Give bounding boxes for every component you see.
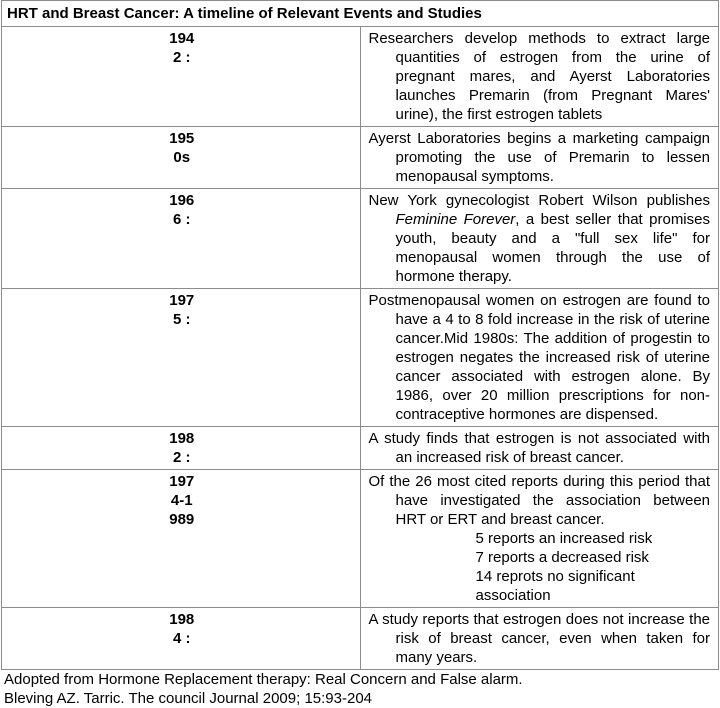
book-title: Feminine Forever [395, 211, 516, 228]
title-row [2, 1, 719, 27]
timeline-row [2, 289, 719, 427]
event-description: Ayerst Laboratories begins a marketing campaign promoting the use of Premarin to lessen menopausal symptoms. [360, 127, 719, 189]
study-count-item: 7 reports a decreased risk [475, 549, 649, 566]
event-year: 1975 : [2, 289, 361, 427]
citation-line: Adopted from Hormone Replacement therapy: Real Concern and False alarm. [4, 671, 523, 688]
event-year: 1984 : [2, 608, 361, 670]
document-title: HRT and Breast Cancer: A timeline of Relevant Events and Studies [2, 1, 719, 27]
event-year: 1950s [2, 127, 361, 189]
timeline-row [2, 127, 719, 189]
event-year: 1966 : [2, 189, 361, 289]
event-description: Researchers develop methods to extract large quantities of estrogen from the urine of pregnant mares, and Ayerst Laboratories launches Premarin (from Pregnant Mares' urine), the first estrogen tablets [360, 27, 719, 127]
event-description: A study finds that estrogen is not associated with an increased risk of breast cancer. [360, 427, 719, 470]
timeline-row [2, 608, 719, 670]
study-count-item: 5 reports an increased risk [475, 530, 653, 547]
source-citation [0, 670, 720, 708]
event-year: 1974-1989 [2, 470, 361, 608]
timeline-row [2, 27, 719, 127]
timeline-row [2, 470, 719, 608]
study-count-item: 14 reprots no significant association [475, 568, 635, 604]
timeline-row [2, 189, 719, 289]
timeline-row [2, 427, 719, 470]
event-description: Postmenopausal women on estrogen are found to have a 4 to 8 fold increase in the risk of uterine cancer.Mid 1980s: The addition of progestin to estrogen negates the increased risk of uterine cancer associated with estrogen alone. By 1986, over 20 million prescriptions for non-contraceptive hormones are dispensed. [360, 289, 719, 427]
timeline-table [1, 0, 719, 670]
event-description: A study reports that estrogen does not increase the risk of breast cancer, even when taken for many years. [360, 608, 719, 670]
citation-line: Bleving AZ. Tarric. The council Journal 2009; 15:93-204 [4, 690, 372, 707]
event-description: Of the 26 most cited reports during this period that have investigated the association between HRT or ERT and breast cancer. 5 reports an increased risk 7 reports a decreased risk 14 reprots no significant association [360, 470, 719, 608]
event-year: 1982 : [2, 427, 361, 470]
event-description: New York gynecologist Robert Wilson publishes Feminine Forever, a best seller that promises youth, beauty and a "full sex life" for menopausal women through the use of hormone therapy. [360, 189, 719, 289]
event-year: 1942 : [2, 27, 361, 127]
